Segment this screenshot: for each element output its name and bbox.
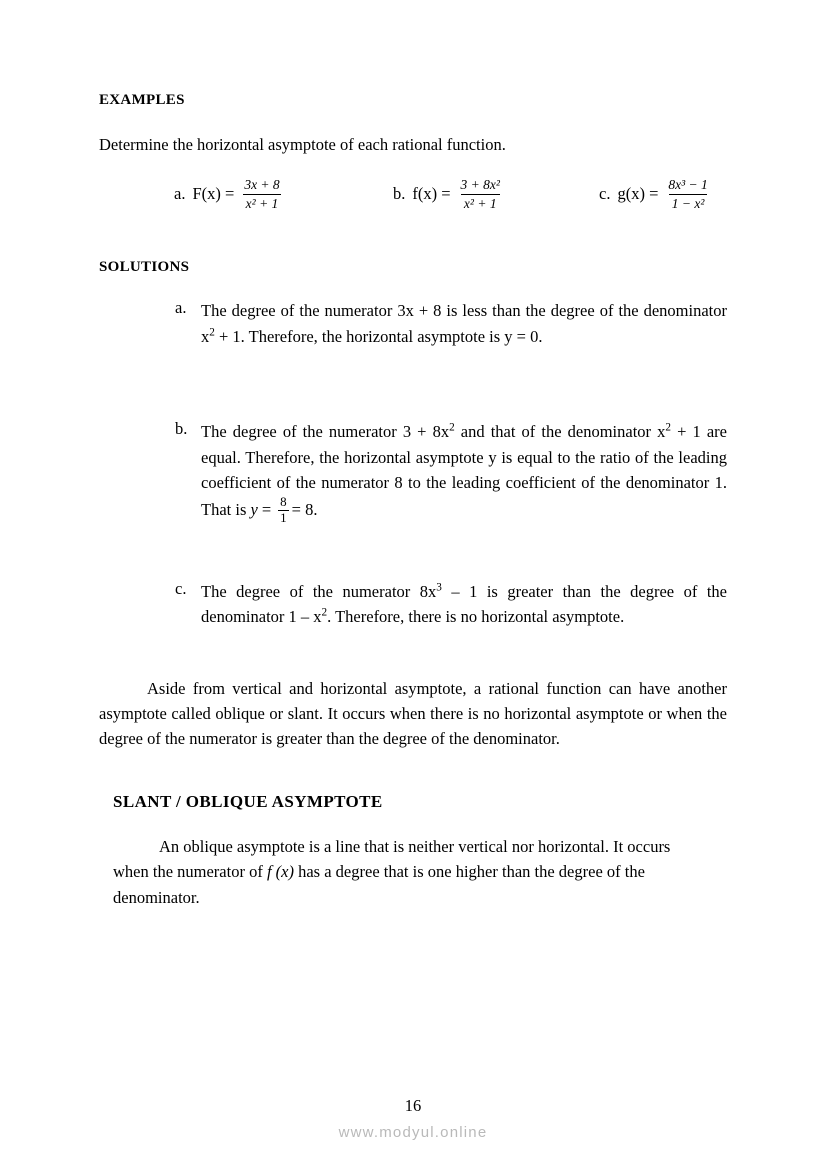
example-c bbox=[599, 177, 713, 212]
solution-b-marker: b. bbox=[175, 419, 188, 439]
example-b bbox=[393, 177, 505, 212]
document-content bbox=[99, 92, 727, 910]
solutions-heading: SOLUTIONS bbox=[99, 259, 190, 275]
example-b-label: b. bbox=[393, 184, 406, 204]
example-a-numerator: 3x + 8 bbox=[244, 177, 280, 192]
example-b-numerator: 3 + 8x² bbox=[460, 177, 500, 192]
solution-b-frac-den: 1 bbox=[280, 509, 287, 525]
example-a-function: F(x) = bbox=[192, 184, 235, 204]
solution-a-text-part2: + 1. Therefore, the horizontal asymptote is y = 0. bbox=[214, 326, 543, 346]
example-c-fraction bbox=[665, 177, 710, 212]
solution-b-text bbox=[201, 419, 727, 527]
solution-c-sup1: 3 bbox=[436, 581, 442, 594]
solution-c-marker: c. bbox=[175, 578, 187, 598]
oblique-intro-paragraph: Aside from vertical and horizontal asymptote, a rational function can have another asymptote called oblique or slant. It occurs when there is no horizontal asymptote or when the degree of the numerator is greater than the degree of the denominator. bbox=[99, 678, 727, 749]
example-a bbox=[174, 177, 285, 212]
section-paragraph-part1: An oblique asymptote is a line that is neither vertical nor horizontal. It occurs when the numerator of bbox=[113, 836, 671, 882]
solution-b-eq-equals: = bbox=[261, 500, 272, 520]
solution-c-text-part3: . Therefore, there is no horizontal asymptote. bbox=[327, 607, 625, 627]
solution-b-fraction bbox=[278, 495, 289, 526]
section-paragraph-part2: has a degree that is one higher than the degree of the denominator. bbox=[113, 862, 645, 907]
example-c-denominator: 1 − x² bbox=[669, 194, 708, 212]
solution-item-a bbox=[175, 298, 727, 349]
solution-b-eq-var: y bbox=[250, 500, 258, 520]
solution-c-text bbox=[201, 579, 727, 630]
solution-b-sup1: 2 bbox=[449, 421, 455, 434]
examples-row bbox=[147, 177, 727, 229]
watermark: www.modyul.online bbox=[338, 1124, 488, 1141]
section-title-slant-oblique: SLANT / OBLIQUE ASYMPTOTE bbox=[113, 791, 383, 811]
solution-b-sup2: 2 bbox=[665, 421, 671, 434]
solution-c-text-part2: – 1 is greater than the degree of the denominator 1 – x bbox=[201, 581, 727, 627]
solution-c-text-part1: The degree of the numerator 8x bbox=[201, 581, 437, 601]
examples-intro-text: Determine the horizontal asymptote of each rational function. bbox=[99, 135, 506, 154]
example-b-fraction bbox=[458, 177, 503, 212]
example-c-numerator: 8x³ − 1 bbox=[668, 177, 708, 192]
solution-a-sup1: 2 bbox=[209, 326, 215, 339]
example-b-function: f(x) = bbox=[412, 184, 451, 204]
example-c-function: g(x) = bbox=[617, 184, 659, 204]
solution-b-text-part2: and that of the denominator x bbox=[454, 422, 666, 442]
solution-item-c bbox=[175, 579, 727, 630]
solution-b-frac-num: 8 bbox=[280, 493, 287, 509]
example-a-label: a. bbox=[174, 184, 186, 204]
solution-item-b bbox=[175, 419, 727, 527]
examples-heading: EXAMPLES bbox=[99, 92, 185, 108]
solution-b-text-part4: = 8. bbox=[291, 500, 318, 520]
solution-b-text-part1: The degree of the numerator 3 + 8x bbox=[201, 422, 450, 442]
solution-b-text-part3: + 1 are equal. Therefore, the horizontal asymptote y is equal to the ratio of the leading coefficient of the numerator 8 to the leading coefficient of the denominator 1. That is bbox=[201, 422, 727, 520]
example-a-fraction bbox=[241, 177, 282, 212]
example-c-label: c. bbox=[599, 184, 611, 204]
section-paragraph-fx: f (x) bbox=[266, 862, 294, 882]
page-number: 16 bbox=[404, 1096, 422, 1115]
section-paragraph bbox=[113, 834, 693, 911]
example-a-denominator: x² + 1 bbox=[243, 194, 282, 212]
solution-a-text-part1: The degree of the numerator 3x + 8 is less than the degree of the denominator x bbox=[201, 301, 727, 346]
solution-a-marker: a. bbox=[175, 298, 187, 317]
solution-a-text bbox=[201, 298, 727, 349]
example-b-denominator: x² + 1 bbox=[461, 194, 500, 212]
solution-c-sup2: 2 bbox=[321, 606, 328, 619]
